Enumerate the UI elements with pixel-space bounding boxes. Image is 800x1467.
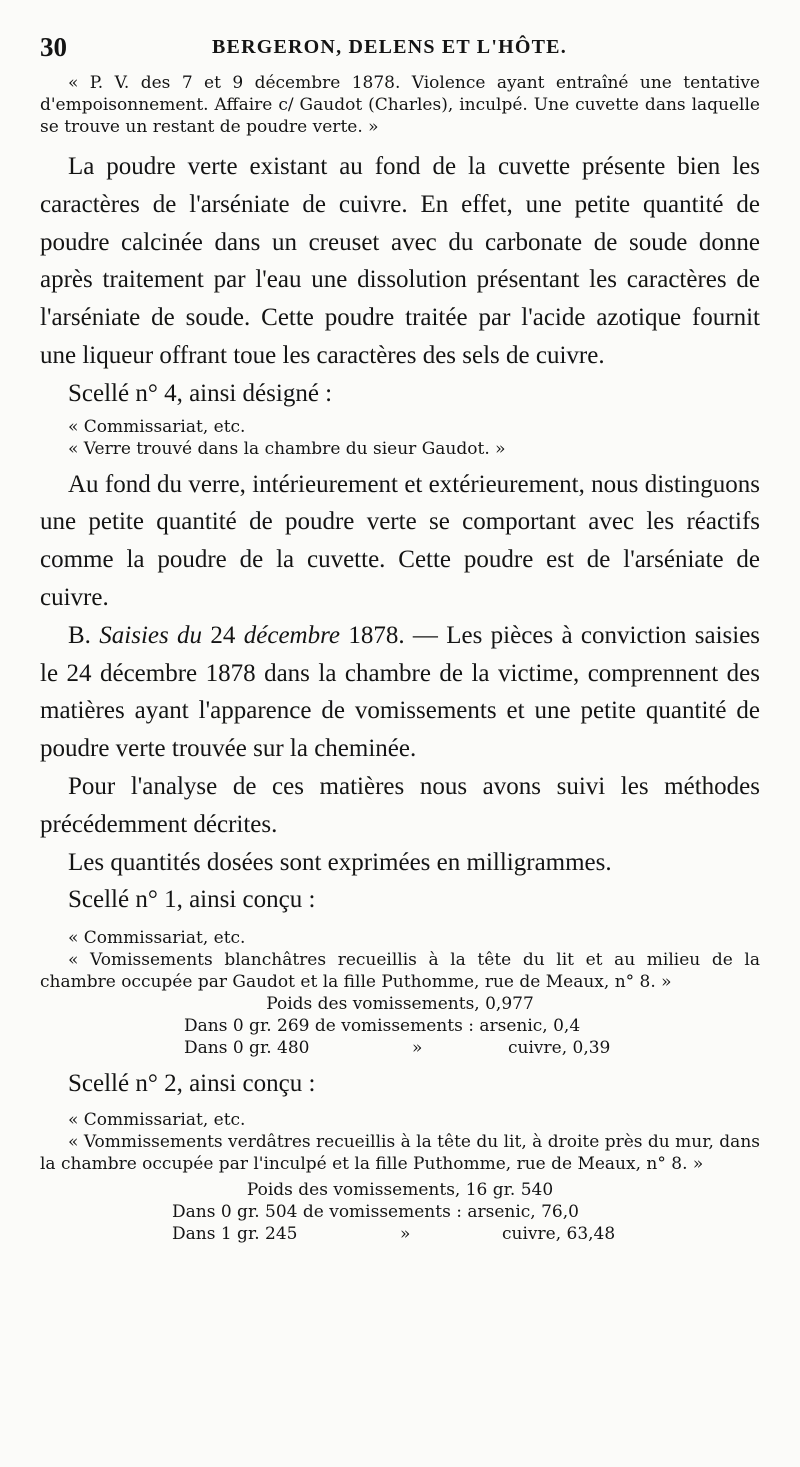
table-cell: Dans 0 gr. 269 de vomissements : arsenic, 0,4 [184, 1016, 581, 1037]
paragraph-poudre-verte: La poudre verte existant au fond de la cuvette présente bien les caractères de l'arséniate de cuivre. En effet, une petite quantité de poudre calcinée dans un creuset avec du carbonate de soude donne après traitement par l'eau une dissolution présentant les caractères de l'arséniate de soude. Cette poudre traitée par l'acide azotique fournit une liqueur offrant toue les caractères des sels de cuivre. [40, 153, 760, 369]
table-row [40, 1223, 760, 1245]
measurement-table-1 [40, 993, 760, 1059]
table-title: Poids des vomissements, 0,977 [266, 994, 534, 1015]
section-text: 1878. — Les pièces à conviction saisies le 24 décembre 1878 dans la chambre de la victime, comprennent des matières ayant l'apparence de vomissements et une petite quantité de poudre verte trouvée sur la cheminée. [40, 621, 761, 763]
paragraph-analyse: Pour l'analyse de ces matières nous avons suivi les méthodes précédemment décrites. [40, 772, 760, 838]
table-cell: cuivre, 63,48 [502, 1223, 616, 1244]
page-header [40, 30, 760, 68]
table-title: Poids des vomissements, 16 gr. 540 [246, 1179, 554, 1200]
table-cell: cuivre, 0,39 [508, 1038, 611, 1059]
quote-proces-verbal: « P. V. des 7 et 9 décembre 1878. Violence ayant entraîné une tentative d'empoisonnement. Affaire c/ Gaudot (Charles), inculpé. Une cuvette dans laquelle se trouve un restant de poudre verte. » [40, 73, 760, 137]
paragraph-quantites: Les quantités dosées sont exprimées en milligrammes. [68, 848, 612, 876]
paragraph-scelle-2: Scellé n° 2, ainsi conçu : [68, 1070, 316, 1098]
paragraph-fond-du-verre: Au fond du verre, intérieurement et extérieurement, nous distinguons une petite quantité de poudre verte se comportant avec les réactifs comme la poudre de la cuvette. Cette poudre est de l'arséniate de cuivre. [40, 470, 760, 611]
table-cell: » [400, 1223, 411, 1244]
table-cell: Dans 0 gr. 480 [184, 1038, 310, 1059]
paragraph-scelle-1: Scellé n° 1, ainsi conçu : [68, 886, 316, 914]
page-number: 30 [40, 32, 67, 62]
quote-vomissements-verdatres: « Vommissements verdâtres recueillis à la tête du lit, à droite près du mur, dans la chambre occupée par l'inculpé et la fille Puthomme, rue de Meaux, n° 8. » [40, 1131, 760, 1174]
quote-commissariat-2: « Commissariat, etc. [68, 928, 246, 949]
table-cell: Dans 0 gr. 504 de vomissements : arsenic, 76,0 [172, 1201, 579, 1222]
quote-commissariat: « Commissariat, etc. [68, 416, 246, 437]
paragraph-saisies [40, 617, 760, 768]
table-row [40, 1201, 760, 1223]
table-row [40, 1015, 760, 1037]
table-cell: » [412, 1038, 423, 1059]
quote-commissariat-3: « Commissariat, etc. [68, 1109, 246, 1130]
paragraph-scelle-4: Scellé n° 4, ainsi désigné : [68, 379, 333, 407]
measurement-table-2 [40, 1179, 760, 1245]
section-date-month: décembre [243, 621, 340, 649]
running-head: BERGERON, DELENS ET L'HÔTE. [212, 36, 567, 58]
quote-vomissements-blanchatres: « Vomissements blanchâtres recueillis à la tête du lit et au milieu de la chambre occupée par Gaudot et la fille Puthomme, rue de Meaux, n° 8. » [40, 950, 760, 993]
table-cell: Dans 1 gr. 245 [172, 1223, 298, 1244]
section-date-day: 24 [210, 621, 236, 649]
section-title-italic: Saisies du [99, 621, 203, 649]
section-letter: B. [68, 621, 91, 649]
quote-verre: « Verre trouvé dans la chambre du sieur Gaudot. » [68, 438, 506, 459]
table-row [40, 1037, 760, 1059]
